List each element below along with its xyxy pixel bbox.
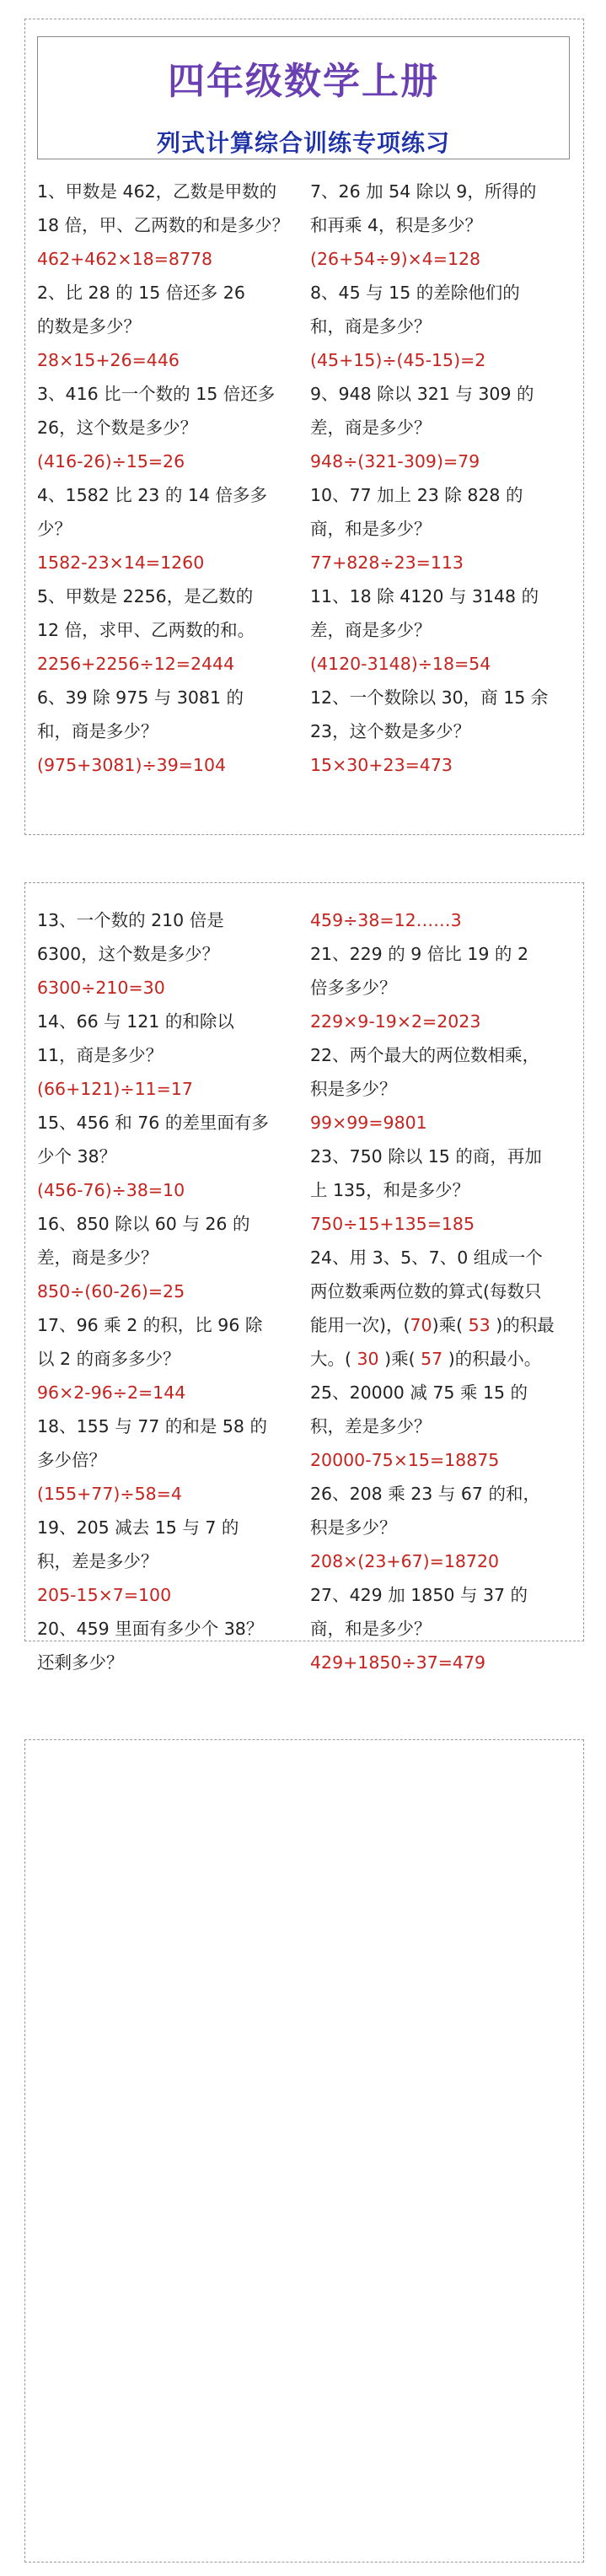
page-subtitle: 列式计算综合训练专项练习: [156, 129, 450, 157]
answer-line: 77+828÷23=113: [310, 552, 464, 573]
answer-line: (45+15)÷(45-15)=2: [310, 350, 486, 370]
question-column-left: [37, 175, 300, 782]
answer-line: 15×30+23=473: [310, 755, 453, 775]
question-line: 12 倍，求甲、乙两数的和。: [37, 620, 255, 640]
worksheet-panel-3-blank: [24, 1739, 584, 2563]
question-line: 两位数乘两位数的算式(每数只: [310, 1281, 542, 1301]
question-line: 13、一个数的 210 倍是: [37, 910, 224, 930]
question-line: 上 135，和是多少？: [310, 1180, 470, 1200]
question-line: 11，商是多少？: [37, 1045, 164, 1065]
question-line: 1、甲数是 462，乙数是甲数的: [37, 181, 277, 202]
worksheet-panel-1: [24, 19, 584, 835]
question-line: 和，商是多少？: [310, 316, 432, 337]
answer-line: (416-26)÷15=26: [37, 451, 185, 472]
fill-in-answer: 70: [410, 1315, 432, 1335]
question-line: 积是多少？: [310, 1517, 397, 1538]
question-text: )的积最: [496, 1315, 555, 1335]
answer-line: (4120-3148)÷18=54: [310, 654, 491, 674]
page-title: 四年级数学上册: [168, 60, 439, 103]
answer-line: 28×15+26=446: [37, 350, 180, 370]
answer-line: 429+1850÷37=479: [310, 1652, 486, 1673]
answer-line: 205-15×7=100: [37, 1585, 172, 1605]
question-line: 6300，这个数是多少？: [37, 944, 220, 964]
question-line: 21、229 的 9 倍比 19 的 2: [310, 944, 528, 964]
question-line: [310, 1342, 573, 1376]
question-line: 27、429 加 1850 与 37 的: [310, 1585, 528, 1605]
question-line: 9、948 除以 321 与 309 的: [310, 384, 534, 404]
question-line: 差，商是多少？: [310, 620, 432, 640]
answer-line: (975+3081)÷39=104: [37, 755, 227, 775]
question-line: 少个 38？: [37, 1146, 117, 1167]
question-line: 6、39 除 975 与 3081 的: [37, 687, 244, 708]
question-line: 24、用 3、5、7、0 组成一个: [310, 1248, 543, 1268]
question-line: 2、比 28 的 15 倍还多 26: [37, 283, 245, 303]
answer-line: 948÷(321-309)=79: [310, 451, 480, 472]
question-text: )乘(: [384, 1349, 416, 1369]
answer-line: 459÷38=12……3: [310, 910, 462, 930]
answer-line: 20000-75×15=18875: [310, 1450, 500, 1470]
worksheet-panel-2: [24, 882, 584, 1673]
question-text: 大。(: [310, 1349, 351, 1369]
question-line: 23、750 除以 15 的商，再加: [310, 1146, 542, 1167]
answer-line: 99×99=9801: [310, 1113, 427, 1133]
question-line: 积，差是多少？: [37, 1551, 158, 1571]
question-line: 7、26 加 54 除以 9，所得的: [310, 181, 537, 202]
question-line: 18 倍，甲、乙两数的和是多少？: [37, 215, 290, 235]
answer-line: (456-76)÷38=10: [37, 1180, 185, 1200]
question-line: 12、一个数除以 30，商 15 余: [310, 687, 549, 708]
question-line: 23，这个数是多少？: [310, 721, 471, 741]
question-text: )乘(: [432, 1315, 464, 1335]
answer-line: 208×(23+67)=18720: [310, 1551, 500, 1571]
question-line: 26，这个数是多少？: [37, 418, 198, 438]
question-line: 和，商是多少？: [37, 721, 158, 741]
question-line: 多少倍？: [37, 1450, 106, 1470]
question-line: 19、205 减去 15 与 7 的: [37, 1517, 239, 1538]
answer-line: 229×9-19×2=2023: [310, 1011, 481, 1032]
question-line: 20、459 里面有多少个 38？: [37, 1619, 264, 1639]
question-line: 5、甲数是 2256，是乙数的: [37, 586, 254, 606]
answer-line: 462+462×18=8778: [37, 249, 213, 269]
question-line: 积是多少？: [310, 1079, 397, 1099]
question-line: 16、850 除以 60 与 26 的: [37, 1214, 250, 1234]
question-line: 还剩多少？: [37, 1652, 124, 1673]
question-line: 26、208 乘 23 与 67 的和，: [310, 1484, 540, 1504]
question-line: 和再乘 4，积是多少？: [310, 215, 483, 235]
question-line: 倍多多少？: [310, 978, 397, 998]
answer-line: 750÷15+135=185: [310, 1214, 475, 1234]
fill-in-answer: 30: [351, 1349, 385, 1369]
question-line: 差，商是多少？: [310, 418, 432, 438]
question-line: 22、两个最大的两位数相乘，: [310, 1045, 540, 1065]
question-column-right: [310, 175, 573, 782]
question-line: 积，差是多少？: [310, 1416, 432, 1436]
answer-line: 1582-23×14=1260: [37, 552, 205, 573]
answer-line: (155+77)÷58=4: [37, 1484, 182, 1504]
question-line: [310, 1308, 573, 1342]
question-column-right: [310, 903, 573, 1679]
answer-line: 850÷(60-26)=25: [37, 1281, 185, 1301]
answer-line: (66+121)÷11=17: [37, 1079, 193, 1099]
question-line: 18、155 与 77 的和是 58 的: [37, 1416, 267, 1436]
question-line: 3、416 比一个数的 15 倍还多: [37, 384, 276, 404]
question-line: 11、18 除 4120 与 3148 的: [310, 586, 539, 606]
question-line: 少？: [37, 519, 72, 539]
question-line: 14、66 与 121 的和除以: [37, 1011, 234, 1032]
question-line: 差，商是多少？: [37, 1248, 158, 1268]
question-text: 能用一次)，(: [310, 1315, 410, 1335]
question-line: 商，和是多少？: [310, 519, 432, 539]
question-line: 25、20000 减 75 乘 15 的: [310, 1382, 528, 1403]
answer-line: (26+54÷9)×4=128: [310, 249, 481, 269]
question-line: 4、1582 比 23 的 14 倍多多: [37, 485, 267, 505]
fill-in-answer: 53: [463, 1315, 496, 1335]
question-text: )的积最小。: [448, 1349, 542, 1369]
question-line: 10、77 加上 23 除 828 的: [310, 485, 523, 505]
question-line: 商，和是多少？: [310, 1619, 432, 1639]
question-line: 8、45 与 15 的差除他们的: [310, 283, 520, 303]
question-line: 15、456 和 76 的差里面有多: [37, 1113, 269, 1133]
fill-in-answer: 57: [415, 1349, 448, 1369]
answer-line: 2256+2256÷12=2444: [37, 654, 235, 674]
question-line: 17、96 乘 2 的积，比 96 除: [37, 1315, 263, 1335]
question-line: 以 2 的商多多少？: [37, 1349, 180, 1369]
question-line: 的数是多少？: [37, 316, 141, 337]
answer-line: 6300÷210=30: [37, 978, 165, 998]
question-column-left: [37, 903, 300, 1679]
answer-line: 96×2-96÷2=144: [37, 1382, 186, 1403]
title-box: [37, 36, 570, 159]
